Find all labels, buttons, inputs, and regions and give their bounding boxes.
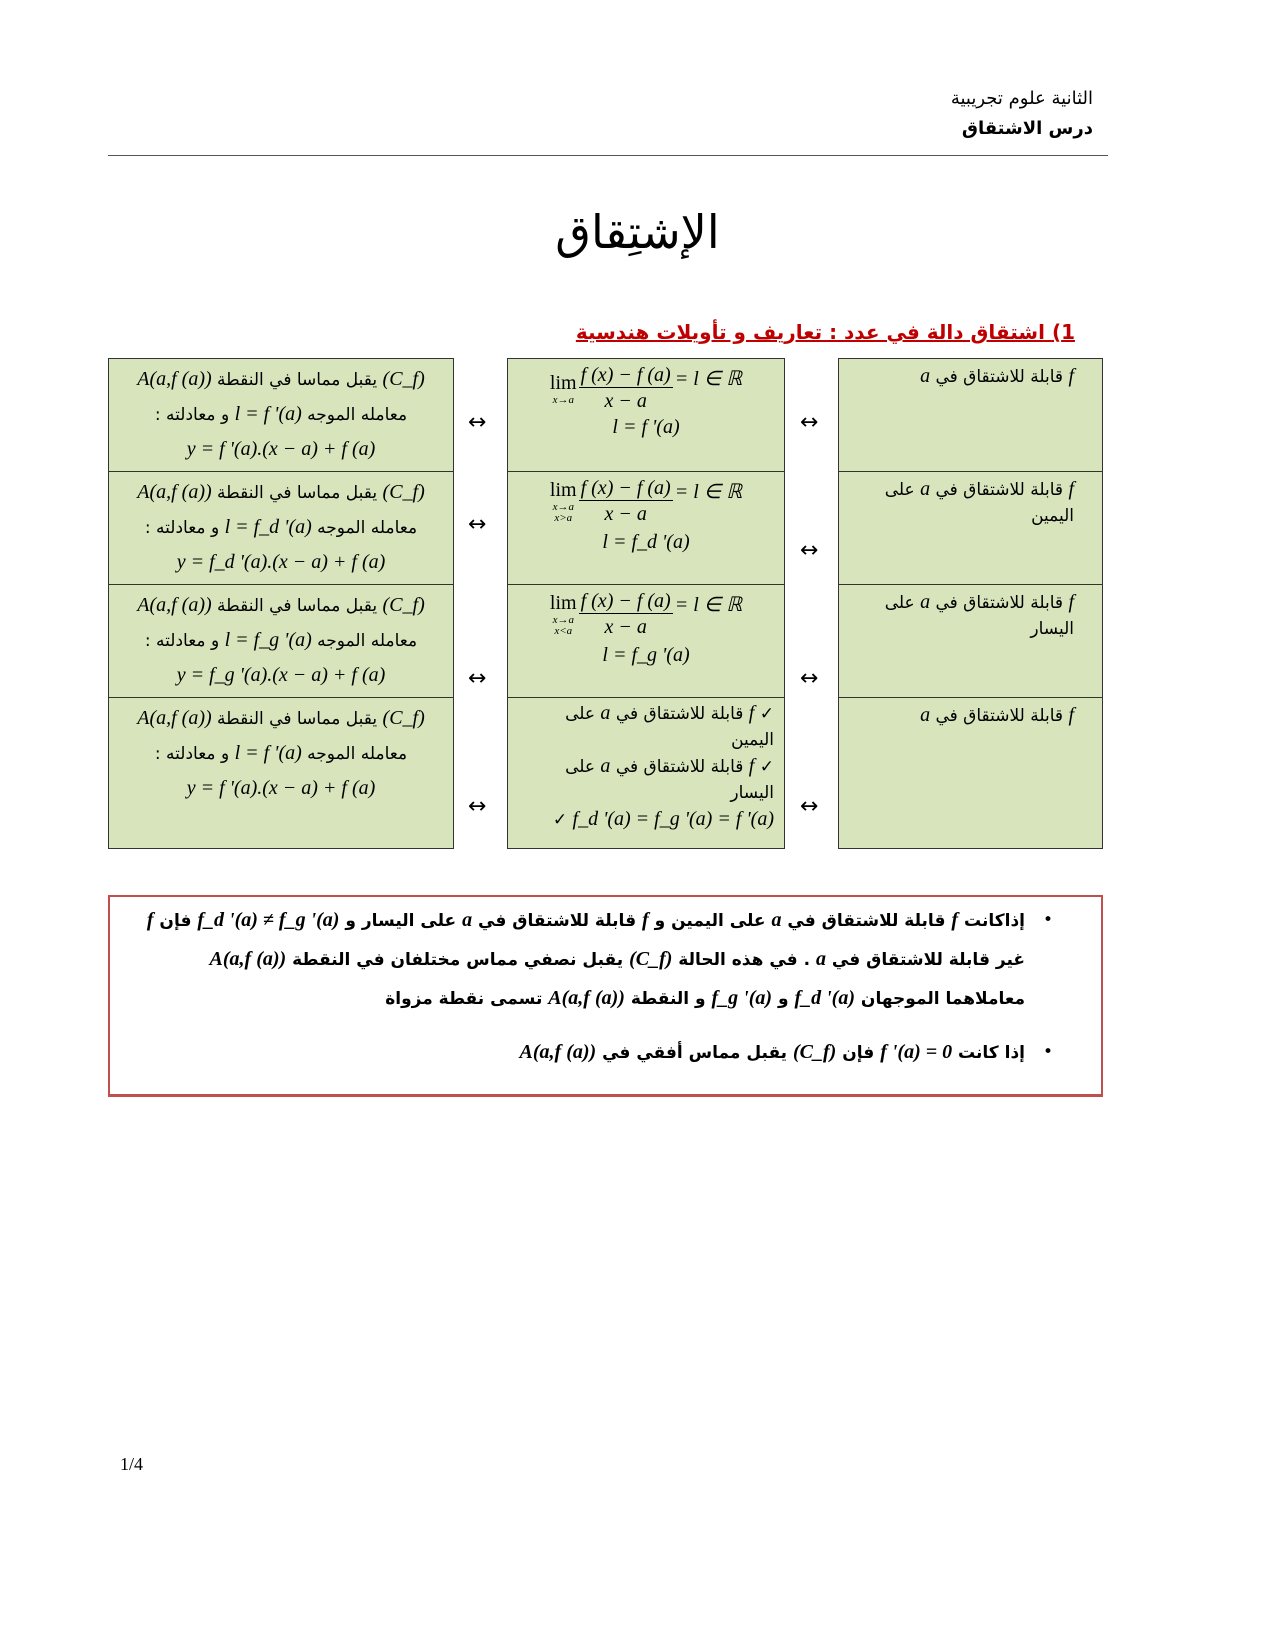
definition-cell bbox=[838, 584, 1103, 698]
text-line bbox=[109, 623, 453, 658]
lim-subscript: x>a bbox=[554, 512, 573, 524]
text-line bbox=[109, 736, 453, 771]
page-title: الإشتِقاق bbox=[555, 205, 720, 259]
limit-result: = l ∈ ℝ bbox=[674, 481, 743, 503]
text-segment: ✓ bbox=[754, 704, 774, 724]
text-segment: يقبل مماس أفقي في bbox=[596, 1043, 793, 1063]
text-segment: يقبل مماسا في النقطة bbox=[211, 596, 383, 616]
text-segment: إذا كانت bbox=[952, 1043, 1025, 1063]
definition-cell bbox=[838, 471, 1103, 585]
text-line bbox=[518, 753, 774, 806]
text-segment: معامله الموجه bbox=[301, 405, 408, 425]
text-line bbox=[109, 510, 453, 545]
text-segment: على اليمين bbox=[884, 480, 1074, 526]
text-segment: معامله الموجه bbox=[301, 744, 408, 764]
math-expression: A(a,f (a)) bbox=[137, 368, 212, 390]
tangent-cell bbox=[108, 358, 454, 472]
derivative-value: l = f_d '(a) bbox=[602, 531, 690, 553]
math-expression: (C_f) bbox=[382, 481, 425, 503]
text-segment: على اليمين bbox=[565, 704, 774, 750]
math-expression: a bbox=[600, 702, 611, 724]
text-segment: قابلة للاشتقاق في bbox=[930, 480, 1069, 500]
math-expression: a bbox=[600, 755, 611, 777]
limit-operator bbox=[550, 372, 577, 406]
note-item bbox=[128, 1033, 1053, 1072]
text-segment: غير قابلة للاشتقاق في bbox=[825, 950, 1025, 970]
math-expression: f_g '(a) bbox=[711, 987, 773, 1009]
text-line bbox=[109, 397, 453, 432]
equivalence-arrow-icon: ↔ bbox=[800, 410, 819, 435]
math-expression: A(a,f (a)) bbox=[519, 1041, 597, 1063]
math-expression: f bbox=[1068, 478, 1074, 500]
section-title: اشتقاق دالة في عدد : تعاريف و تأويلات هندسية bbox=[575, 320, 1045, 344]
math-expression: l = f '(a) bbox=[234, 403, 302, 425]
text-segment: تسمى نقطة مزواة bbox=[385, 989, 549, 1009]
math-expression: l = f_g '(a) bbox=[224, 629, 312, 651]
text-segment: قابلة للاشتقاق في bbox=[930, 706, 1069, 726]
equivalence-arrow-icon: ↔ bbox=[468, 512, 487, 537]
math-expression: f_d '(a) ≠ f_g '(a) bbox=[197, 909, 340, 931]
math-expression: a bbox=[920, 478, 931, 500]
math-expression: f bbox=[748, 755, 755, 777]
header-lesson: درس الاشتقاق bbox=[961, 118, 1093, 139]
math-expression: f_d '(a) bbox=[794, 987, 856, 1009]
text-segment: معامله الموجه bbox=[311, 518, 418, 538]
definition-cell bbox=[838, 697, 1103, 849]
math-expression: y = f_d '(a).(x − a) + f (a) bbox=[176, 551, 386, 573]
lim-subscript: x→a bbox=[552, 501, 574, 513]
text-line bbox=[109, 588, 453, 623]
text-line bbox=[109, 701, 453, 736]
numerator: f (x) − f (a) bbox=[580, 364, 671, 386]
text-line bbox=[109, 545, 453, 580]
math-expression: A(a,f (a)) bbox=[137, 594, 212, 616]
text-segment: و معادلته : bbox=[144, 631, 225, 651]
limit-operator bbox=[550, 592, 577, 637]
math-expression: f '(a) = 0 bbox=[880, 1041, 953, 1063]
note-item bbox=[128, 901, 1053, 1018]
text-segment: قابلة للاشتقاق في bbox=[472, 911, 642, 931]
difference-quotient bbox=[579, 476, 673, 527]
math-expression: (C_f) bbox=[382, 707, 425, 729]
equivalence-arrow-icon: ↔ bbox=[468, 666, 487, 691]
text-segment: يقبل مماسا في النقطة bbox=[211, 483, 383, 503]
limit-result: = l ∈ ℝ bbox=[674, 594, 743, 616]
math-expression: a bbox=[920, 591, 931, 613]
text-segment: ✓ bbox=[552, 810, 573, 830]
math-expression: y = f_g '(a).(x − a) + f (a) bbox=[176, 664, 386, 686]
text-segment: قابلة للاشتقاق في bbox=[930, 593, 1069, 613]
text-segment: إذاكانت bbox=[958, 911, 1025, 931]
math-expression: l = f '(a) bbox=[234, 742, 302, 764]
lim-label: lim bbox=[549, 371, 577, 394]
notes-box bbox=[108, 895, 1103, 1097]
text-segment: يقبل مماسا في النقطة bbox=[211, 709, 383, 729]
denominator: x − a bbox=[604, 390, 647, 412]
bullet-icon: • bbox=[1042, 1042, 1053, 1062]
math-expression: l = f_d '(a) bbox=[224, 516, 312, 538]
limit-expression bbox=[508, 589, 784, 640]
math-expression: A(a,f (a)) bbox=[137, 707, 212, 729]
lim-subscript: x<a bbox=[554, 625, 573, 637]
text-line bbox=[147, 911, 1025, 1009]
text-line bbox=[839, 363, 1102, 390]
limit-cell bbox=[507, 471, 785, 585]
text-segment: على اليسار bbox=[884, 593, 1074, 639]
denominator: x − a bbox=[604, 503, 647, 525]
text-segment: معامله الموجه bbox=[311, 631, 418, 651]
text-segment: يقبل مماسا في النقطة bbox=[211, 370, 383, 390]
limit-expression bbox=[508, 476, 784, 527]
difference-quotient bbox=[579, 363, 673, 414]
math-expression: a bbox=[771, 909, 782, 931]
text-segment: و معادلته : bbox=[154, 744, 235, 764]
lim-label: lim bbox=[549, 479, 577, 501]
equivalence-arrow-icon: ↔ bbox=[800, 794, 819, 819]
math-expression: A(a,f (a)) bbox=[209, 948, 287, 970]
section-number: 1) bbox=[1051, 320, 1075, 344]
text-line bbox=[109, 658, 453, 693]
numerator: f (x) − f (a) bbox=[580, 590, 671, 612]
math-expression: f bbox=[146, 909, 154, 931]
math-expression: f bbox=[1068, 591, 1074, 613]
math-expression: f bbox=[951, 909, 959, 931]
text-line bbox=[839, 589, 1102, 642]
limit-expression bbox=[508, 363, 784, 414]
math-expression: a bbox=[920, 365, 931, 387]
equivalence-arrow-icon: ↔ bbox=[800, 538, 819, 563]
text-line bbox=[109, 362, 453, 397]
limit-operator bbox=[550, 479, 577, 524]
text-line bbox=[109, 475, 453, 510]
text-segment: قابلة للاشتقاق في bbox=[610, 704, 749, 724]
math-expression: a bbox=[815, 948, 826, 970]
text-segment: فإن bbox=[836, 1043, 881, 1063]
text-segment: قابلة للاشتقاق في bbox=[781, 911, 952, 931]
text-line bbox=[518, 806, 774, 833]
math-expression: (C_f) bbox=[629, 948, 673, 970]
derivative-value: l = f '(a) bbox=[612, 416, 680, 438]
denominator: x − a bbox=[604, 616, 647, 638]
text-line bbox=[520, 1043, 1025, 1063]
math-expression: (C_f) bbox=[792, 1041, 837, 1063]
difference-quotient bbox=[579, 589, 673, 640]
math-expression: a bbox=[920, 704, 931, 726]
numerator: f (x) − f (a) bbox=[580, 477, 671, 499]
text-segment: على اليمين و bbox=[648, 911, 772, 931]
equivalence-arrow-icon: ↔ bbox=[468, 410, 487, 435]
header-class-name: الثانية علوم تجريبية bbox=[950, 88, 1093, 109]
text-line bbox=[839, 702, 1102, 729]
math-expression: y = f '(a).(x − a) + f (a) bbox=[186, 438, 376, 460]
header-divider bbox=[108, 155, 1108, 156]
text-segment: ✓ bbox=[754, 757, 774, 777]
math-expression: f bbox=[1068, 704, 1074, 726]
lim-label: lim bbox=[549, 592, 577, 614]
math-expression: (C_f) bbox=[382, 368, 425, 390]
conditions-cell bbox=[507, 697, 785, 849]
math-expression: f bbox=[642, 909, 649, 931]
text-segment: قابلة للاشتقاق في bbox=[930, 367, 1069, 387]
text-line bbox=[518, 700, 774, 753]
text-segment: و النقطة bbox=[624, 989, 712, 1009]
math-expression: f bbox=[748, 702, 755, 724]
equivalence-arrow-icon: ↔ bbox=[800, 666, 819, 691]
lim-subscript: x→a bbox=[552, 393, 574, 406]
limit-cell bbox=[507, 584, 785, 698]
tangent-cell bbox=[108, 697, 454, 849]
math-expression: y = f '(a).(x − a) + f (a) bbox=[186, 777, 376, 799]
math-expression: a bbox=[462, 909, 473, 931]
lim-subscript: x→a bbox=[552, 614, 574, 626]
text-segment: و معادلته : bbox=[144, 518, 225, 538]
definition-cell bbox=[838, 358, 1103, 472]
math-expression: A(a,f (a)) bbox=[137, 481, 212, 503]
text-segment: على اليسار و bbox=[339, 911, 463, 931]
text-segment: . في هذه الحالة bbox=[672, 950, 816, 970]
limit-result: = l ∈ ℝ bbox=[674, 368, 743, 390]
text-segment: فإن bbox=[153, 911, 198, 931]
math-expression: A(a,f (a)) bbox=[548, 987, 625, 1009]
math-expression: f bbox=[1068, 365, 1074, 387]
page-number: 1/4 bbox=[120, 1454, 144, 1474]
math-expression: (C_f) bbox=[382, 594, 425, 616]
math-expression: f_d '(a) = f_g '(a) = f '(a) bbox=[572, 808, 774, 830]
tangent-cell bbox=[108, 584, 454, 698]
text-segment: قابلة للاشتقاق في bbox=[610, 757, 749, 777]
text-line bbox=[839, 476, 1102, 529]
equivalence-arrow-icon: ↔ bbox=[468, 794, 487, 819]
section-heading bbox=[576, 320, 1075, 344]
text-line bbox=[109, 771, 453, 806]
text-segment: معاملاهما الموجهان bbox=[855, 989, 1025, 1009]
bullet-icon: • bbox=[1042, 910, 1053, 930]
text-segment: و bbox=[772, 989, 795, 1009]
text-line bbox=[109, 432, 453, 467]
text-segment: على اليسار bbox=[565, 757, 774, 803]
text-segment: و معادلته : bbox=[154, 405, 235, 425]
limit-cell bbox=[507, 358, 785, 472]
text-segment: يقبل نصفي مماس مختلفان في النقطة bbox=[286, 950, 630, 970]
tangent-cell bbox=[108, 471, 454, 585]
derivative-value: l = f_g '(a) bbox=[602, 644, 690, 666]
